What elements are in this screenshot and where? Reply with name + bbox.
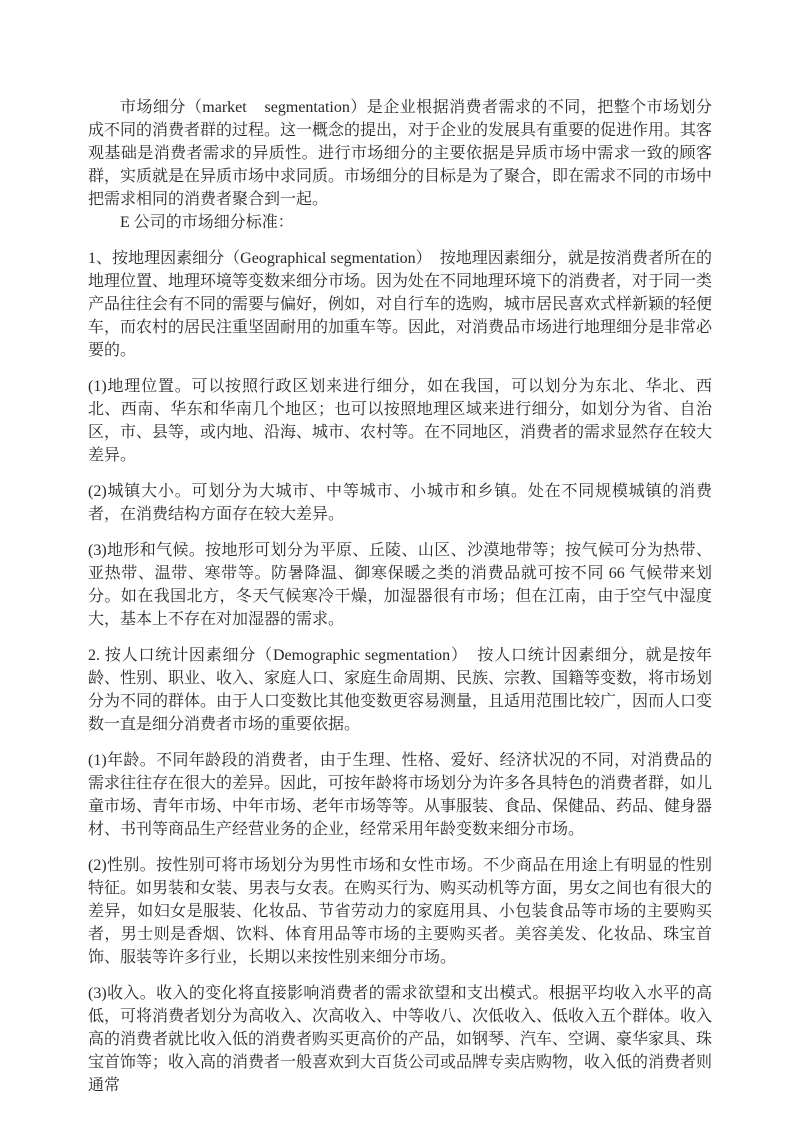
section-2-demographic-paragraph: 2. 按人口统计因素细分（Demographic segmentation） 按人口统计因素细分，就是按年龄、性别、职业、收入、家庭人口、家庭生命周期、民族、宗教、国籍等变数，将市场划分为不同的群体。由于人口变数比其他变数更容易测量，且适用范围比较广，因而人口变数一直是细分消费者市场的重要依据。 <box>88 647 713 733</box>
item-town-size-paragraph: (2)城镇大小。可划分为大城市、中等城市、小城市和乡镇。处在不同规模城镇的消费者，在消费结构方面存在较大差异。 <box>88 483 712 523</box>
item-terrain-climate-paragraph: (3)地形和气候。按地形可划分为平原、丘陵、山区、沙漠地带等；按气候可分为热带、亚热带、温带、寒带等。防暑降温、御寒保暖之类的消费品就可按不同 66 气候带来划分。如在我国北方，冬天气候寒冷干燥，加湿器很有市场；但在江南，由于空气中湿度大，基本上不存在对加湿器的需求。 <box>88 542 712 628</box>
item-income-paragraph: (3)收入。收入的变化将直接影响消费者的需求欲望和支出模式。根据平均收入水平的高低，可将消费者划分为高收入、次高收入、中等收八、次低收入、低收入五个群体。收入高的消费者就比收入低的消费者购买更高价的产品，如钢琴、汽车、空调、豪华家具、珠宝首饰等；收入高的消费者一般喜欢到大百货公司或品牌专卖店购物，收入低的消费者则通常 <box>88 985 713 1094</box>
section-1-geographic-paragraph: 1、按地理因素细分（Geographical segmentation） 按地理因素细分，就是按消费者所在的地理位置、地理环境等变数来细分市场。因为处在不同地理环境下的消费者，对于同一类产品往往会有不同的需要与偏好，例如，对自行车的选购，城市居民喜欢式样新颖的轻便车，而农村的居民注重坚固耐用的加重车等。因此，对消费品市场进行地理细分是非常必要的。 <box>88 250 713 359</box>
item-geo-location-paragraph: (1)地理位置。可以按照行政区划来进行细分，如在我国，可以划分为东北、华北、西北、西南、华东和华南几个地区；也可以按照地理区域来进行细分，如划分为省、自治区，市、县等，或内地、沿海、城市、农村等。在不同地区，消费者的需求显然存在较大差异。 <box>88 378 713 464</box>
item-gender-paragraph: (2)性别。按性别可将市场划分为男性市场和女性市场。不少商品在用途上有明显的性别特征。如男装和女装、男表与女表。在购买行为、购买动机等方面，男女之间也有很大的差异，如妇女是服装、化妆品、节省劳动力的家庭用具、小包装食品等市场的主要购买者，男士则是香烟、饮料、体育用品等市场的主要购买者。美容美发、化妆品、珠宝首饰、服装等许多行业，长期以来按性别来细分市场。 <box>88 857 713 966</box>
intro-paragraph: 市场细分（market segmentation）是企业根据消费者需求的不同，把整个市场划分成不同的消费者群的过程。这一概念的提出，对于企业的发展具有重要的促进作用。其客观基础是消费者需求的异质性。进行市场细分的主要依据是异质市场中需求一致的顾客群，实质就是在异质市场中求同质。市场细分的目标是为了聚合，即在需求不同的市场中把需求相同的消费者聚合到一起。 <box>88 99 713 208</box>
e-company-criteria-line: E 公司的市场细分标准： <box>120 214 294 231</box>
item-age-paragraph: (1)年龄。不同年龄段的消费者，由于生理、性格、爱好、经济状况的不同，对消费品的需求往往存在很大的差异。因此，可按年龄将市场划分为许多各具特色的消费者群，如儿童市场、青年市场、中年市场、老年市场等等。从事服装、食品、保健品、药品、健身器材、书刊等商品生产经营业务的企业，经常采用年龄变数来细分市场。 <box>88 752 713 838</box>
